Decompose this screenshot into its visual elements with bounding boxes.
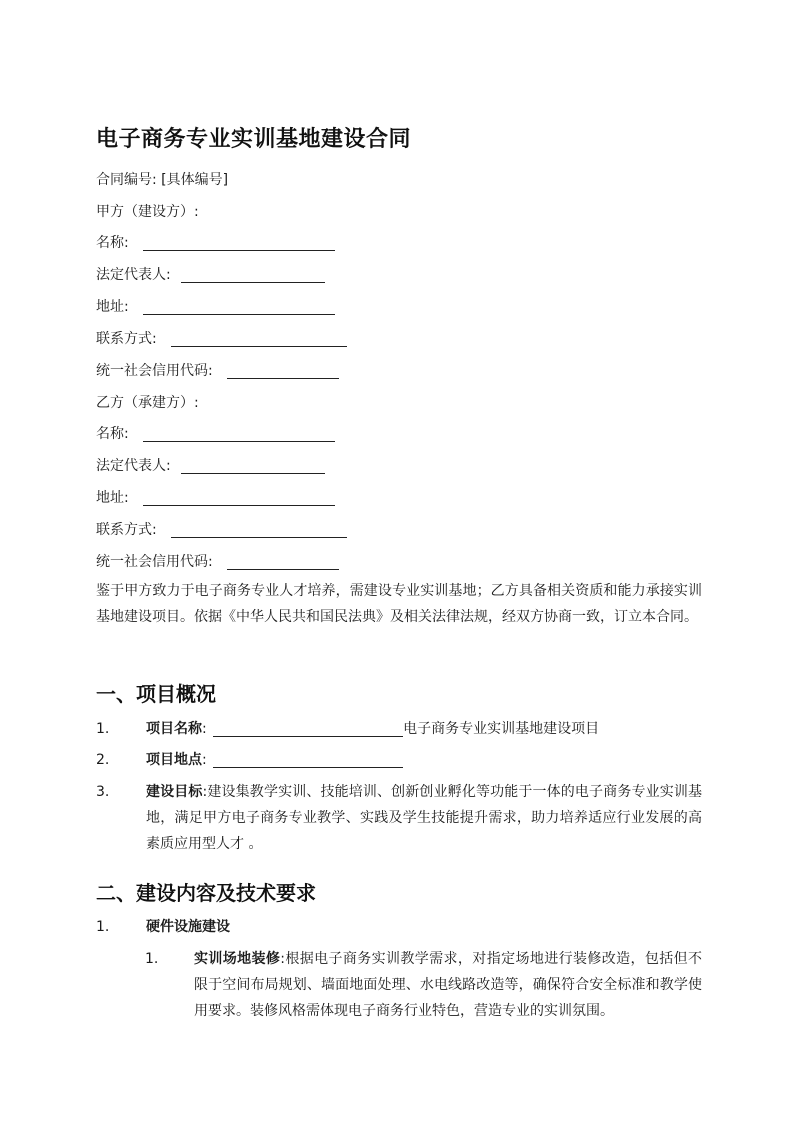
party-b-contact-label: 联系方式: bbox=[96, 522, 157, 538]
item-1-number: 1. bbox=[96, 721, 110, 737]
party-b-credit-field[interactable] bbox=[227, 553, 339, 570]
s2-subitem-1-renovation bbox=[194, 946, 702, 1024]
party-b-name-row bbox=[96, 424, 335, 444]
item-1-colon: : bbox=[202, 721, 207, 737]
party-a-rep-row bbox=[96, 265, 325, 285]
s2-item-1-number: 1. bbox=[96, 919, 110, 935]
party-b-credit-row bbox=[96, 552, 339, 572]
party-a-credit-row bbox=[96, 361, 339, 381]
party-b-address-field[interactable] bbox=[143, 489, 335, 506]
party-b-name-label: 名称: bbox=[96, 426, 129, 442]
project-name-value: 电子商务专业实训基地建设项目 bbox=[403, 721, 600, 737]
party-b-rep-field[interactable] bbox=[181, 457, 325, 474]
party-a-contact-row bbox=[96, 329, 347, 349]
party-b-credit-label: 统一社会信用代码: bbox=[96, 554, 213, 570]
party-b-contact-row bbox=[96, 520, 347, 540]
section-2-heading: 二、建设内容及技术要求 bbox=[96, 881, 316, 905]
party-b-address-label: 地址: bbox=[96, 490, 129, 506]
item-3-construction-goal bbox=[146, 779, 702, 857]
party-b-rep-row bbox=[96, 456, 325, 476]
contract-number: 合同编号: [具体编号] bbox=[96, 172, 229, 188]
party-b-address-row bbox=[96, 488, 335, 508]
party-a-credit-label: 统一社会信用代码: bbox=[96, 363, 213, 379]
party-a-rep-label: 法定代表人: bbox=[96, 267, 171, 283]
party-a-address-label: 地址: bbox=[96, 299, 129, 315]
party-a-contact-field[interactable] bbox=[171, 330, 347, 347]
party-b-contact-field[interactable] bbox=[171, 521, 347, 538]
item-3-colon: : bbox=[202, 784, 208, 800]
item-1-label: 项目名称 bbox=[146, 721, 202, 737]
item-3-text: 建设集教学实训、技能培训、创新创业孵化等功能于一体的电子商务专业实训基地，满足甲方电子商务专业教学、实践及学生技能提升需求，助力培养适应行业发展的高素质应用型人才 。 bbox=[146, 784, 703, 852]
party-a-address-field[interactable] bbox=[143, 298, 335, 315]
item-1-project-name bbox=[146, 716, 702, 742]
s2-subitem-1-colon: : bbox=[280, 951, 285, 967]
party-a-credit-field[interactable] bbox=[227, 362, 339, 379]
item-2-label: 项目地点 bbox=[146, 752, 202, 768]
party-a-name-label: 名称: bbox=[96, 235, 129, 251]
party-b-rep-label: 法定代表人: bbox=[96, 458, 171, 474]
item-2-number: 2. bbox=[96, 752, 110, 768]
party-a-name-field[interactable] bbox=[143, 234, 335, 251]
document-title: 电子商务专业实训基地建设合同 bbox=[96, 127, 412, 152]
item-3-label: 建设目标 bbox=[146, 784, 203, 800]
section-1-heading: 一、项目概况 bbox=[96, 682, 216, 706]
project-name-field[interactable] bbox=[213, 720, 403, 737]
party-b-heading: 乙方（承建方）: bbox=[96, 395, 199, 411]
s2-item-1-hardware: 硬件设施建设 bbox=[146, 919, 230, 935]
item-2-colon: : bbox=[202, 752, 207, 768]
s2-subitem-1-label: 实训场地装修 bbox=[194, 951, 281, 967]
preamble-paragraph: 鉴于甲方致力于电子商务专业人才培养，需建设专业实训基地；乙方具备相关资质和能力承接实训基地建设项目。依据《中华人民共和国民法典》及相关法律法规，经双方协商一致，订立本合同。 bbox=[96, 583, 702, 625]
item-3-number: 3. bbox=[96, 784, 110, 800]
party-b-name-field[interactable] bbox=[143, 425, 335, 442]
s2-subitem-1-number: 1. bbox=[145, 951, 159, 967]
party-a-name-row bbox=[96, 233, 335, 253]
item-2-project-location bbox=[146, 747, 702, 773]
project-location-field[interactable] bbox=[213, 751, 403, 768]
party-a-address-row bbox=[96, 297, 335, 317]
party-a-heading: 甲方（建设方）: bbox=[96, 204, 199, 220]
s2-subitem-1-text: 根据电子商务实训教学需求，对指定场地进行装修改造，包括但不限于空间布局规划、墙面地面处理、水电线路改造等，确保符合安全标准和教学使用要求。装修风格需体现电子商务行业特色，营造专业的实训氛围。 bbox=[194, 951, 703, 1019]
party-a-contact-label: 联系方式: bbox=[96, 331, 157, 347]
party-a-rep-field[interactable] bbox=[181, 266, 325, 283]
